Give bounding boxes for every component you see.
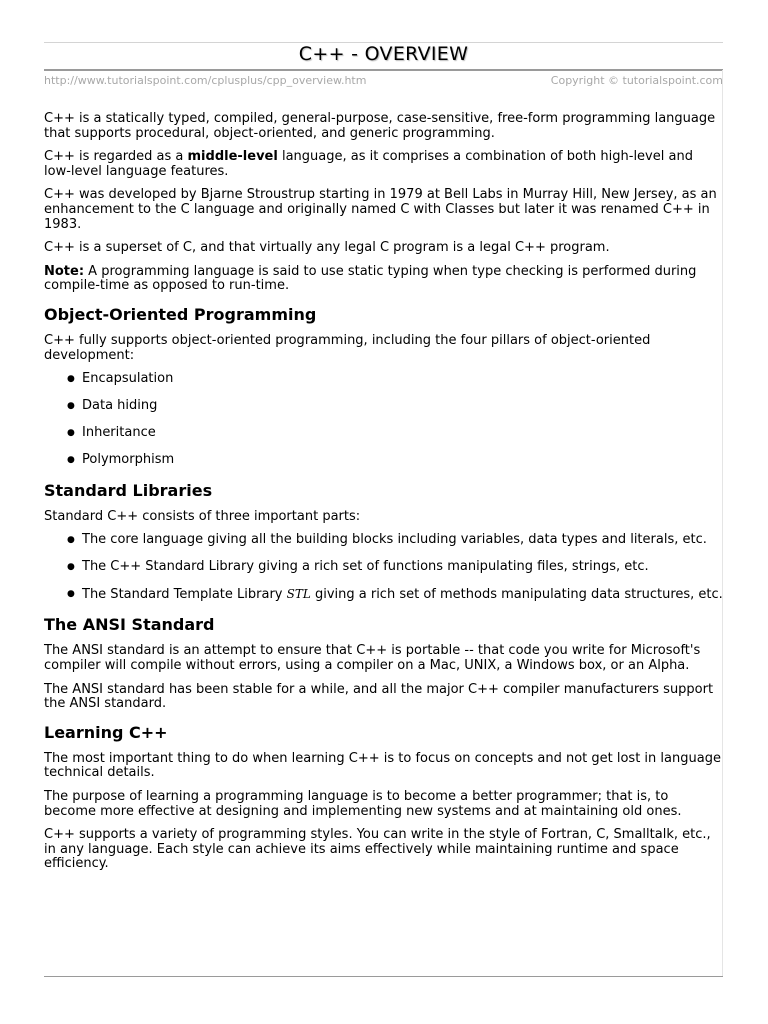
bottom-border: [44, 976, 723, 977]
document-body: [44, 112, 723, 872]
bullet-icon: ●: [67, 589, 75, 600]
standard-libraries-heading: Standard Libraries: [44, 480, 213, 500]
intro-p2-before: C++ is regarded as a: [44, 149, 188, 165]
copyright-text: Copyright © tutorialspoint.com: [550, 74, 723, 87]
list-item: ● Data hiding: [67, 398, 158, 414]
ansi-paragraph-1: The ANSI standard is an attempt to ensure that C++ is portable -- that code you write for Microsoft's compiler will compile without errors, using a compiler on a Mac, UNIX, a Windows box, or an Alpha.: [44, 643, 701, 673]
list-item: ● Polymorphism: [67, 452, 175, 468]
oop-pillars-list: [44, 372, 723, 468]
list-item: ● The core language giving all the building blocks including variables, data types and literals, etc.: [67, 532, 707, 548]
stl-term: STL: [286, 587, 311, 602]
page-title: C++ - OVERVIEW: [298, 43, 469, 65]
learning-paragraph-3: C++ supports a variety of programming styles. You can write in the style of Fortran, C, Smalltalk, etc., in any language. Each style can achieve its aims effectively while maintaining runtime and space efficiency.: [44, 827, 711, 872]
bullet-icon: ●: [67, 428, 75, 439]
note-text: A programming language is said to use static typing when type checking is performed during compile-time as opposed to run-time.: [44, 263, 697, 294]
page-meta: [44, 74, 723, 88]
standard-libraries-paragraph: Standard C++ consists of three important parts:: [44, 508, 361, 524]
list-item: ● Encapsulation: [67, 371, 174, 387]
standard-parts-list: [44, 533, 723, 603]
source-url-link[interactable]: http://www.tutorialspoint.com/cplusplus/cpp_overview.htm: [44, 74, 367, 87]
oop-paragraph: C++ fully supports object-oriented programming, including the four pillars of object-oriented development:: [44, 332, 651, 363]
bullet-icon: ●: [67, 455, 75, 466]
middle-level-term: middle-level: [187, 149, 278, 165]
list-item: ● Inheritance: [67, 425, 156, 441]
intro-paragraph-1: C++ is a statically typed, compiled, general-purpose, case-sensitive, free-form programming language that supports procedural, object-oriented, and generic programming.: [44, 111, 716, 141]
learning-heading: Learning C++: [44, 722, 168, 742]
learning-paragraph-1: The most important thing to do when learning C++ is to focus on concepts and not get lost in language technical details.: [44, 750, 721, 781]
intro-paragraph-3: C++ was developed by Bjarne Stroustrup starting in 1979 at Bell Labs in Murray Hill, New Jersey, as an enhancement to the C language and originally named C with Classes but later it was renamed C++ in 1983.: [44, 187, 717, 232]
note-label: Note:: [44, 263, 85, 279]
bullet-icon: ●: [67, 535, 75, 546]
bullet-icon: ●: [67, 562, 75, 573]
bullet-icon: ●: [67, 374, 75, 385]
list-item: ● The C++ Standard Library giving a rich set of functions manipulating files, strings, etc.: [67, 559, 649, 575]
bullet-icon: ●: [67, 401, 75, 412]
intro-paragraph-2: [44, 150, 723, 179]
list-item: ● The Standard Template Library STL giving a rich set of methods manipulating data structures, etc.: [67, 587, 723, 603]
intro-paragraph-4: C++ is a superset of C, and that virtually any legal C program is a legal C++ program.: [44, 240, 610, 256]
oop-heading: Object-Oriented Programming: [44, 304, 317, 324]
intro-p2-after: language, as it comprises a combination of both high-level and low-level language features.: [44, 149, 693, 179]
learning-paragraph-2: The purpose of learning a programming language is to become a better programmer; that is, to become more effective at designing and implementing new systems and at maintaining old ones.: [44, 788, 682, 819]
right-border: [722, 70, 723, 977]
title-divider: [44, 69, 723, 71]
ansi-paragraph-2: The ANSI standard has been stable for a while, and all the major C++ compiler manufacturers support the ANSI standard.: [44, 681, 714, 712]
note-paragraph: [44, 265, 723, 294]
document-page: [44, 42, 723, 881]
ansi-heading: The ANSI Standard: [44, 615, 215, 635]
